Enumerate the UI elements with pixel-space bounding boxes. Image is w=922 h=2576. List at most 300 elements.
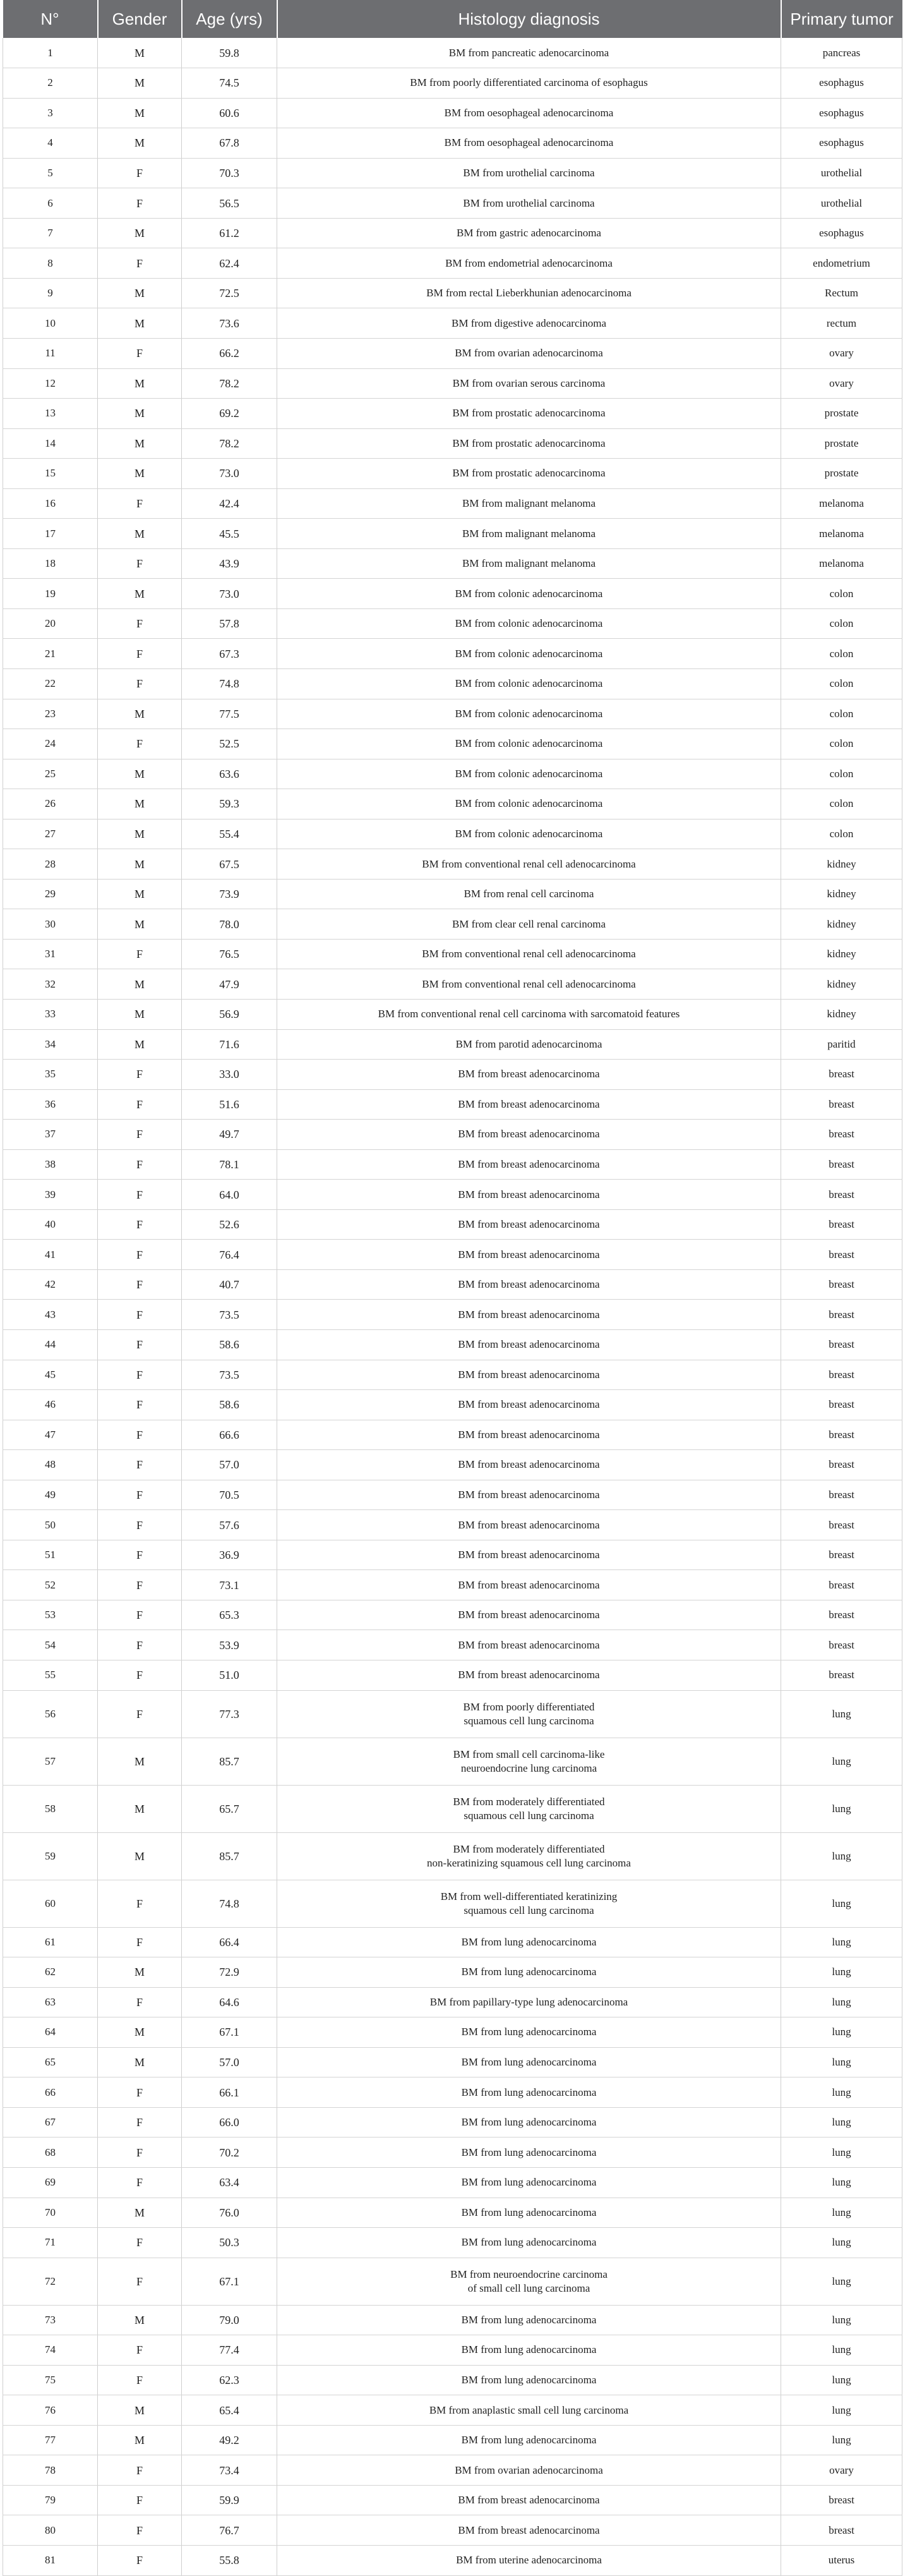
cell-primary-tumor: Rectum — [781, 278, 902, 308]
histology-line: BM from breast adenocarcinoma — [458, 1549, 600, 1561]
table-row — [3, 1300, 902, 1330]
cell-primary-tumor: colon — [781, 789, 902, 819]
cell-age: 67.3 — [182, 639, 277, 669]
cell-gender: M — [98, 128, 182, 159]
table-row — [3, 2545, 902, 2575]
table-row — [3, 2455, 902, 2486]
cell-age: 72.5 — [182, 278, 277, 308]
cell-histology — [277, 519, 781, 549]
histology-line: BM from lung adenocarcinoma — [461, 2056, 597, 2069]
cell-number: 38 — [3, 1149, 98, 1180]
cell-histology — [277, 1089, 781, 1120]
cell-histology — [277, 1300, 781, 1330]
histology-line: BM from malignant melanoma — [462, 497, 596, 509]
table-row — [3, 1660, 902, 1691]
cell-age: 73.0 — [182, 579, 277, 609]
cell-gender: F — [98, 1149, 182, 1180]
cell-primary-tumor: melanoma — [781, 488, 902, 519]
cell-gender: M — [98, 1957, 182, 1988]
cell-age: 40.7 — [182, 1269, 277, 1300]
cell-number: 77 — [3, 2425, 98, 2455]
cell-primary-tumor: breast — [781, 1330, 902, 1360]
cell-histology — [277, 248, 781, 279]
cell-primary-tumor: colon — [781, 759, 902, 789]
cell-number: 6 — [3, 188, 98, 219]
cell-age: 70.2 — [182, 2138, 277, 2168]
table-row — [3, 699, 902, 729]
table-row — [3, 2425, 902, 2455]
cell-histology — [277, 2395, 781, 2426]
table-row — [3, 1738, 902, 1785]
cell-primary-tumor: kidney — [781, 879, 902, 909]
cell-histology — [277, 909, 781, 940]
cell-primary-tumor: breast — [781, 2515, 902, 2546]
cell-primary-tumor: breast — [781, 1120, 902, 1150]
histology-line: BM from prostatic adenocarcinoma — [452, 437, 606, 449]
cell-primary-tumor: prostate — [781, 399, 902, 429]
histology-line: BM from moderately differentiated — [453, 1842, 605, 1855]
cell-primary-tumor: paritid — [781, 1029, 902, 1060]
cell-primary-tumor: breast — [781, 1630, 902, 1660]
cell-primary-tumor: lung — [781, 2198, 902, 2228]
column-header-number: N° — [3, 0, 98, 38]
cell-primary-tumor: kidney — [781, 1000, 902, 1030]
histology-line: BM from conventional renal cell adenocarcinoma — [422, 977, 636, 990]
histology-line: BM from prostatic adenocarcinoma — [452, 467, 606, 480]
cell-primary-tumor: rectum — [781, 308, 902, 339]
column-header-age: Age (yrs) — [182, 0, 277, 38]
cell-age: 77.5 — [182, 699, 277, 729]
cell-histology — [277, 1209, 781, 1240]
cell-primary-tumor: breast — [781, 1420, 902, 1450]
histology-line: BM from breast adenocarcinoma — [458, 1308, 600, 1321]
cell-histology — [277, 668, 781, 699]
table-row — [3, 98, 902, 128]
cell-histology — [277, 459, 781, 489]
histology-line: BM from clear cell renal carcinoma — [452, 917, 606, 930]
cell-age: 55.8 — [182, 2545, 277, 2575]
table-row — [3, 2047, 902, 2077]
cell-age: 73.6 — [182, 308, 277, 339]
cell-histology — [277, 98, 781, 128]
cell-histology — [277, 2455, 781, 2486]
cell-number: 61 — [3, 1927, 98, 1957]
cell-primary-tumor: lung — [781, 2395, 902, 2426]
cell-gender: F — [98, 2545, 182, 2575]
table-row — [3, 2258, 902, 2305]
cell-gender: F — [98, 1240, 182, 1270]
table-row — [3, 1360, 902, 1390]
cell-age: 36.9 — [182, 1540, 277, 1570]
cell-number: 66 — [3, 2077, 98, 2108]
cell-age: 49.7 — [182, 1120, 277, 1150]
cell-primary-tumor: esophagus — [781, 218, 902, 248]
cell-gender: M — [98, 759, 182, 789]
column-header-gender: Gender — [98, 0, 182, 38]
cell-age: 66.0 — [182, 2107, 277, 2138]
cell-primary-tumor: colon — [781, 579, 902, 609]
histology-line: BM from lung adenocarcinoma — [461, 1935, 597, 1948]
cell-gender: M — [98, 849, 182, 880]
histology-line: BM from conventional renal cell carcinoma with sarcomatoid features — [378, 1008, 680, 1020]
cell-number: 1 — [3, 38, 98, 68]
cell-primary-tumor: breast — [781, 2485, 902, 2515]
cell-number: 50 — [3, 1510, 98, 1540]
cell-number: 55 — [3, 1660, 98, 1691]
cell-number: 15 — [3, 459, 98, 489]
cell-age: 56.5 — [182, 188, 277, 219]
cell-gender: M — [98, 2047, 182, 2077]
cell-histology — [277, 1660, 781, 1691]
histology-line: BM from lung adenocarcinoma — [461, 2343, 597, 2356]
table-row — [3, 2395, 902, 2426]
cell-age: 58.6 — [182, 1330, 277, 1360]
cell-gender: F — [98, 729, 182, 759]
cell-histology — [277, 879, 781, 909]
cell-age: 72.9 — [182, 1957, 277, 1988]
cell-age: 59.3 — [182, 789, 277, 819]
table-row — [3, 1240, 902, 1270]
cell-primary-tumor: lung — [781, 1738, 902, 1785]
table-body — [3, 38, 902, 2575]
cell-histology — [277, 488, 781, 519]
cell-age: 74.8 — [182, 668, 277, 699]
cell-number: 59 — [3, 1832, 98, 1880]
histology-line: BM from malignant melanoma — [462, 557, 596, 570]
cell-gender: M — [98, 879, 182, 909]
cell-primary-tumor: kidney — [781, 939, 902, 969]
cell-primary-tumor: lung — [781, 1987, 902, 2017]
cell-gender: F — [98, 1330, 182, 1360]
cell-primary-tumor: breast — [781, 1570, 902, 1600]
histology-line: BM from lung adenocarcinoma — [461, 2236, 597, 2249]
cell-histology — [277, 1785, 781, 1832]
cell-number: 69 — [3, 2167, 98, 2198]
table-row — [3, 1269, 902, 1300]
cell-histology — [277, 579, 781, 609]
table-row — [3, 1000, 902, 1030]
column-header-histology: Histology diagnosis — [277, 0, 781, 38]
histology-line: BM from prostatic adenocarcinoma — [452, 407, 606, 420]
table-row — [3, 2335, 902, 2366]
cell-number: 22 — [3, 668, 98, 699]
cell-age: 78.0 — [182, 909, 277, 940]
cell-number: 44 — [3, 1330, 98, 1360]
cell-histology — [277, 939, 781, 969]
cell-histology — [277, 608, 781, 639]
table-row — [3, 729, 902, 759]
cell-age: 57.8 — [182, 608, 277, 639]
cell-primary-tumor: lung — [781, 2335, 902, 2366]
cell-primary-tumor: breast — [781, 1300, 902, 1330]
cell-number: 33 — [3, 1000, 98, 1030]
cell-primary-tumor: breast — [781, 1209, 902, 1240]
cell-number: 9 — [3, 278, 98, 308]
cell-age: 45.5 — [182, 519, 277, 549]
cell-gender: M — [98, 1000, 182, 1030]
cell-age: 64.0 — [182, 1180, 277, 1210]
cell-histology — [277, 1360, 781, 1390]
histology-line: BM from lung adenocarcinoma — [461, 2176, 597, 2189]
cell-primary-tumor: lung — [781, 2167, 902, 2198]
cell-histology — [277, 1880, 781, 1927]
cell-primary-tumor: kidney — [781, 969, 902, 1000]
cell-gender: F — [98, 158, 182, 188]
table-row — [3, 1690, 902, 1738]
cell-histology — [277, 1149, 781, 1180]
table-row — [3, 1832, 902, 1880]
cell-age: 76.7 — [182, 2515, 277, 2546]
cell-histology — [277, 1000, 781, 1030]
cell-gender: F — [98, 1510, 182, 1540]
cell-age: 57.0 — [182, 1450, 277, 1480]
cell-number: 11 — [3, 338, 98, 368]
cell-primary-tumor: breast — [781, 1360, 902, 1390]
cell-age: 64.6 — [182, 1987, 277, 2017]
cell-primary-tumor: ovary — [781, 368, 902, 399]
cell-histology — [277, 1540, 781, 1570]
cell-age: 78.1 — [182, 1149, 277, 1180]
histology-line: BM from endometrial adenocarcinoma — [445, 257, 613, 269]
cell-gender: M — [98, 399, 182, 429]
cell-number: 52 — [3, 1570, 98, 1600]
cell-gender: M — [98, 2395, 182, 2426]
cell-age: 43.9 — [182, 548, 277, 579]
cell-gender: M — [98, 2305, 182, 2335]
cell-primary-tumor: lung — [781, 1785, 902, 1832]
cell-gender: M — [98, 1785, 182, 1832]
cell-histology — [277, 1630, 781, 1660]
cell-age: 49.2 — [182, 2425, 277, 2455]
cell-histology — [277, 819, 781, 849]
cell-primary-tumor: lung — [781, 1957, 902, 1988]
cell-number: 79 — [3, 2485, 98, 2515]
table-row — [3, 2167, 902, 2198]
histology-line: BM from lung adenocarcinoma — [461, 2313, 597, 2326]
cell-number: 53 — [3, 1600, 98, 1630]
cell-histology — [277, 2305, 781, 2335]
cell-age: 73.5 — [182, 1360, 277, 1390]
table-row — [3, 2138, 902, 2168]
cell-age: 77.3 — [182, 1690, 277, 1738]
cell-primary-tumor: lung — [781, 2138, 902, 2168]
table-row — [3, 488, 902, 519]
cell-gender: M — [98, 1832, 182, 1880]
cell-number: 76 — [3, 2395, 98, 2426]
cell-number: 65 — [3, 2047, 98, 2077]
cell-gender: F — [98, 2258, 182, 2305]
cell-age: 53.9 — [182, 1630, 277, 1660]
cell-histology — [277, 1600, 781, 1630]
cell-primary-tumor: breast — [781, 1089, 902, 1120]
cell-gender: M — [98, 909, 182, 940]
histology-line: BM from neuroendocrine carcinoma — [450, 2268, 608, 2280]
cell-number: 21 — [3, 639, 98, 669]
cell-number: 27 — [3, 819, 98, 849]
cell-gender: F — [98, 1120, 182, 1150]
cell-number: 72 — [3, 2258, 98, 2305]
table-row — [3, 1180, 902, 1210]
cell-primary-tumor: colon — [781, 668, 902, 699]
cell-histology — [277, 1690, 781, 1738]
cell-number: 5 — [3, 158, 98, 188]
histology-line: BM from colonic adenocarcinoma — [455, 767, 603, 780]
cell-number: 36 — [3, 1089, 98, 1120]
cell-gender: F — [98, 1269, 182, 1300]
histology-line: BM from uterine adenocarcinoma — [456, 2554, 602, 2567]
histology-line: BM from breast adenocarcinoma — [458, 1428, 600, 1441]
cell-histology — [277, 2017, 781, 2048]
cell-gender: F — [98, 939, 182, 969]
cell-gender: F — [98, 1540, 182, 1570]
cell-age: 66.2 — [182, 338, 277, 368]
histology-line: BM from breast adenocarcinoma — [458, 1398, 600, 1411]
cell-number: 80 — [3, 2515, 98, 2546]
cell-gender: F — [98, 1209, 182, 1240]
cell-gender: F — [98, 2107, 182, 2138]
cell-number: 14 — [3, 428, 98, 459]
cell-primary-tumor: lung — [781, 1880, 902, 1927]
table-row — [3, 939, 902, 969]
table-row — [3, 1450, 902, 1480]
cell-age: 76.4 — [182, 1240, 277, 1270]
histology-line: BM from urothelial carcinoma — [463, 197, 595, 209]
cell-gender: M — [98, 68, 182, 99]
cell-primary-tumor: lung — [781, 1690, 902, 1738]
cell-primary-tumor: lung — [781, 2305, 902, 2335]
table-row — [3, 188, 902, 219]
cell-histology — [277, 1927, 781, 1957]
histology-line: BM from well-differentiated keratinizing — [440, 1890, 618, 1902]
cell-histology — [277, 1180, 781, 1210]
cell-number: 34 — [3, 1029, 98, 1060]
cell-primary-tumor: lung — [781, 2425, 902, 2455]
cell-histology — [277, 428, 781, 459]
cell-age: 66.1 — [182, 2077, 277, 2108]
cell-histology — [277, 68, 781, 99]
cell-primary-tumor: colon — [781, 819, 902, 849]
table-row — [3, 2107, 902, 2138]
histology-line: BM from poorly differentiated — [463, 1700, 595, 1713]
cell-number: 81 — [3, 2545, 98, 2575]
cell-primary-tumor: pancreas — [781, 38, 902, 68]
cell-gender: F — [98, 1450, 182, 1480]
cell-number: 45 — [3, 1360, 98, 1390]
cell-age: 61.2 — [182, 218, 277, 248]
cell-age: 51.0 — [182, 1660, 277, 1691]
cell-primary-tumor: prostate — [781, 428, 902, 459]
cell-number: 54 — [3, 1630, 98, 1660]
cell-age: 62.4 — [182, 248, 277, 279]
histology-line: BM from breast adenocarcinoma — [458, 1638, 600, 1651]
cell-primary-tumor: endometrium — [781, 248, 902, 279]
cell-gender: M — [98, 459, 182, 489]
histology-line: BM from breast adenocarcinoma — [458, 1489, 600, 1501]
cell-histology — [277, 1060, 781, 1090]
cell-primary-tumor: breast — [781, 1390, 902, 1420]
histology-line: BM from breast adenocarcinoma — [458, 1128, 600, 1140]
cell-histology — [277, 1420, 781, 1450]
cell-number: 3 — [3, 98, 98, 128]
cell-number: 16 — [3, 488, 98, 519]
cell-age: 59.9 — [182, 2485, 277, 2515]
cell-number: 12 — [3, 368, 98, 399]
cell-gender: M — [98, 428, 182, 459]
histology-line: squamous cell lung carcinoma — [464, 1809, 594, 1822]
cell-primary-tumor: melanoma — [781, 519, 902, 549]
cell-age: 33.0 — [182, 1060, 277, 1090]
histology-line: squamous cell lung carcinoma — [464, 1714, 594, 1727]
histology-line: BM from malignant melanoma — [462, 527, 596, 540]
cell-age: 42.4 — [182, 488, 277, 519]
histology-line: BM from breast adenocarcinoma — [458, 1368, 600, 1381]
cell-gender: F — [98, 1360, 182, 1390]
cell-number: 75 — [3, 2365, 98, 2395]
cell-age: 65.3 — [182, 1600, 277, 1630]
cell-age: 57.6 — [182, 1510, 277, 1540]
cell-number: 20 — [3, 608, 98, 639]
histology-line: BM from colonic adenocarcinoma — [455, 797, 603, 810]
cell-gender: F — [98, 1180, 182, 1210]
histology-line: BM from gastric adenocarcinoma — [457, 227, 601, 239]
cell-age: 73.0 — [182, 459, 277, 489]
cell-gender: F — [98, 1660, 182, 1691]
cell-age: 76.5 — [182, 939, 277, 969]
table-row — [3, 879, 902, 909]
cell-number: 39 — [3, 1180, 98, 1210]
cell-number: 18 — [3, 548, 98, 579]
histology-line: BM from colonic adenocarcinoma — [455, 587, 603, 600]
cell-histology — [277, 1480, 781, 1510]
histology-line: squamous cell lung carcinoma — [464, 1904, 594, 1916]
table-row — [3, 1209, 902, 1240]
cell-age: 73.4 — [182, 2455, 277, 2486]
cell-number: 63 — [3, 1987, 98, 2017]
histology-line: BM from breast adenocarcinoma — [458, 2524, 600, 2536]
cell-age: 77.4 — [182, 2335, 277, 2366]
cell-histology — [277, 1957, 781, 1988]
cell-primary-tumor: lung — [781, 2047, 902, 2077]
cell-primary-tumor: ovary — [781, 338, 902, 368]
histology-line: BM from colonic adenocarcinoma — [455, 707, 603, 720]
cell-primary-tumor: melanoma — [781, 548, 902, 579]
cell-number: 42 — [3, 1269, 98, 1300]
cell-histology — [277, 1987, 781, 2017]
cell-gender: F — [98, 1089, 182, 1120]
cell-primary-tumor: esophagus — [781, 128, 902, 159]
cell-age: 55.4 — [182, 819, 277, 849]
histology-line: non-keratinizing squamous cell lung carcinoma — [427, 1856, 631, 1869]
cell-gender: M — [98, 519, 182, 549]
histology-line: BM from conventional renal cell adenocarcinoma — [422, 857, 636, 870]
cell-primary-tumor: urothelial — [781, 188, 902, 219]
patient-table — [3, 0, 902, 2576]
cell-gender: M — [98, 98, 182, 128]
cell-age: 73.5 — [182, 1300, 277, 1330]
cell-histology — [277, 158, 781, 188]
table-row — [3, 1089, 902, 1120]
histology-line: BM from parotid adenocarcinoma — [455, 1037, 602, 1050]
histology-line: BM from colonic adenocarcinoma — [455, 677, 603, 690]
cell-gender: F — [98, 548, 182, 579]
table-row — [3, 2515, 902, 2546]
cell-histology — [277, 1450, 781, 1480]
cell-gender: M — [98, 2425, 182, 2455]
cell-number: 67 — [3, 2107, 98, 2138]
histology-line: BM from breast adenocarcinoma — [458, 1669, 600, 1681]
histology-line: BM from moderately differentiated — [453, 1795, 605, 1808]
cell-number: 8 — [3, 248, 98, 279]
